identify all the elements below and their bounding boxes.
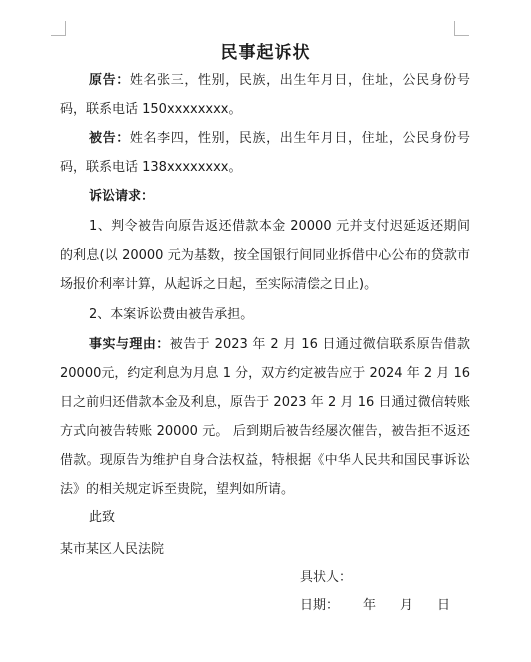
date-line [300, 596, 450, 616]
claims-heading: 诉讼请求： [89, 189, 155, 204]
date-month: 月 [400, 598, 414, 613]
closing-text: 此致 [89, 510, 116, 525]
plaintiff-paragraph [60, 66, 470, 124]
page-corner-mark-left [51, 21, 66, 36]
defendant-text: 姓名李四，性别，民族，出生年月日，住址，公民身份号码，联系电话 138xxxxxxxx。 [60, 131, 470, 175]
claim-item-1: 1、判令被告向原告返还借款本金 20000 元并支付迟延返还期间的利息(以 20000 元为基数，按全国银行间同业拆借中心公布的贷款市场报价利率计算，从起诉之日起，至实际清偿之日止)。 [60, 219, 470, 292]
defendant-paragraph [60, 124, 470, 182]
facts-label: 事实与理由： [89, 337, 170, 352]
plaintiff-text: 姓名张三，性别，民族，出生年月日，住址，公民身份号码，联系电话 150xxxxxxxx。 [60, 73, 470, 117]
date-day: 日 [437, 598, 451, 613]
claim-item-2: 2、本案诉讼费由被告承担。 [89, 307, 254, 322]
signer-label: 具状人： [300, 570, 353, 585]
defendant-label: 被告： [89, 131, 130, 146]
court-name: 某市某区人民法院 [60, 542, 165, 557]
date-label: 日期： [300, 598, 340, 613]
facts-text: 被告于 2023 年 2 月 16 日通过微信联系原告借款20000元，约定利息为月息 1 分，双方约定被告应于 2024 年 2 月 16 日之前归还借款本金及利息，原告于 2023 年 2 月 16 日通过微信转账方式向被告转账 20000 元。 后到期后被告经屡次催告，被告拒不返还借款。现原告为维护自身合法权益，特根据《中华人民共和国民事诉讼法》的相关规定诉至贵院，望判如所请。 [60, 337, 470, 497]
facts-paragraph [60, 330, 470, 504]
date-year: 年 [363, 598, 377, 613]
page-corner-mark-right [454, 21, 469, 36]
document-title: 民事起诉状 [220, 43, 311, 63]
plaintiff-label: 原告： [89, 73, 130, 88]
